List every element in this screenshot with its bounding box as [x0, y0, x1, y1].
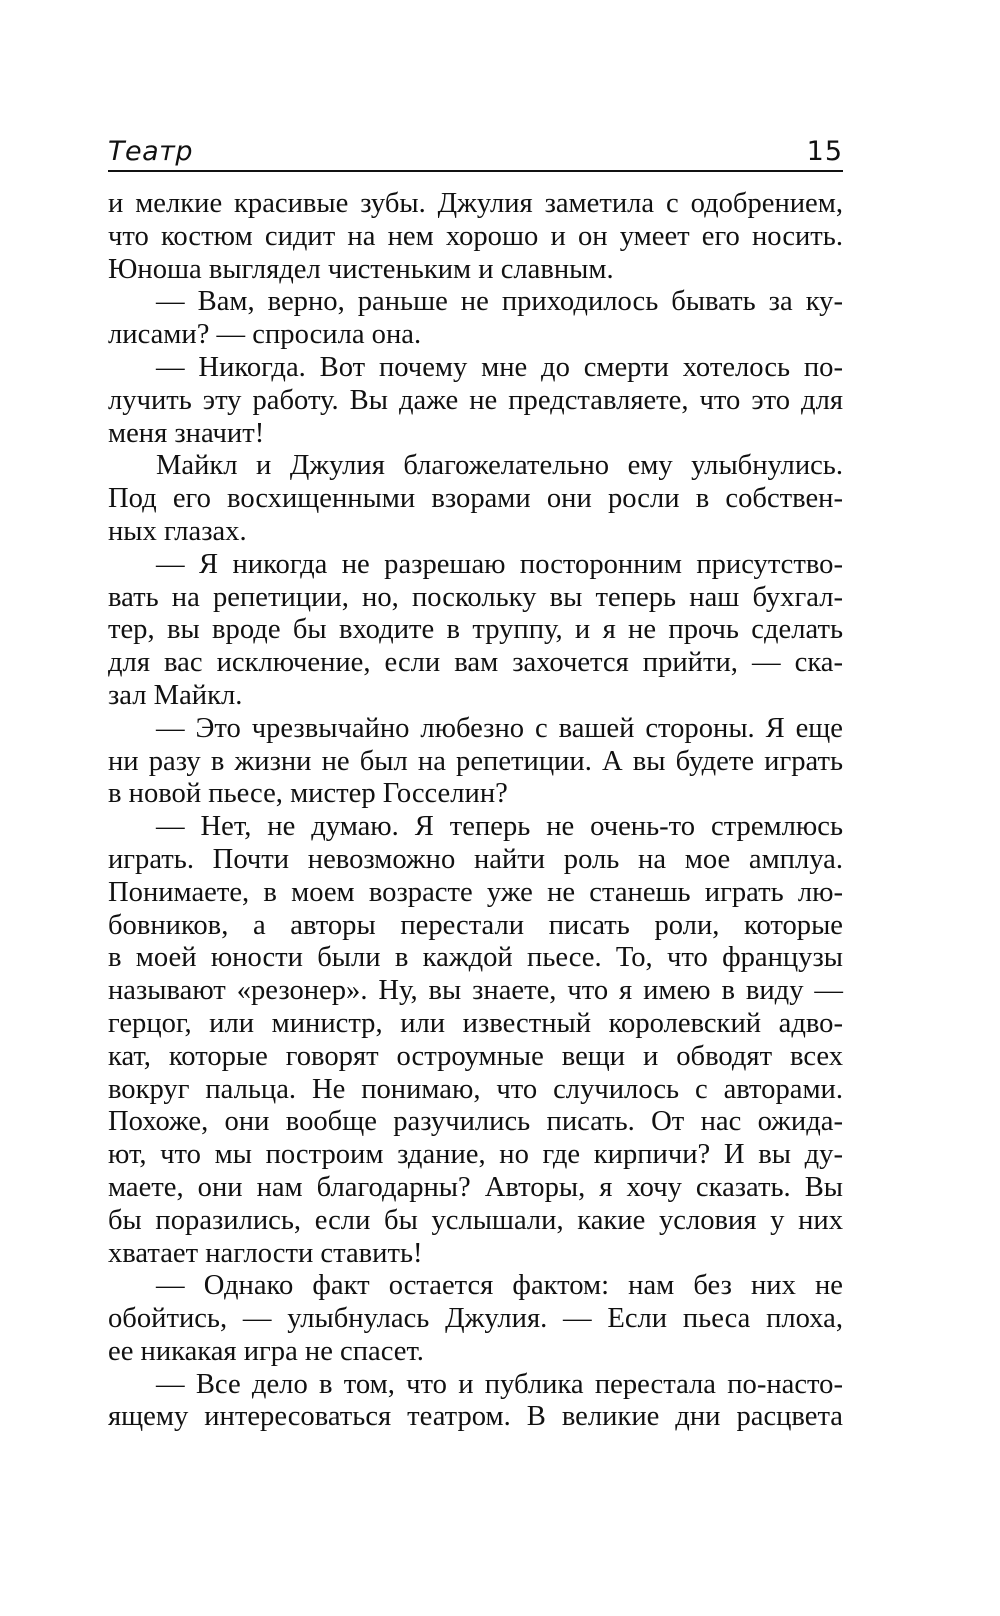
text-line: называют «резонер». Ну, вы знаете, что я имею в виду —	[108, 975, 843, 1007]
book-page	[108, 125, 843, 1434]
text-line: обойтись, — улыбнулась Джулия. — Если пьеса плоха,	[108, 1303, 843, 1335]
text-line: кат, которые говорят остроумные вещи и обводят всех	[108, 1040, 843, 1072]
text-line: ее никакая игра не спасет.	[108, 1335, 424, 1367]
text-line: Понимаете, в моем возрасте уже не станешь играть лю-	[108, 876, 843, 908]
text-line: лучить эту работу. Вы даже не представляете, что это для	[108, 384, 843, 416]
text-line: меня значит!	[108, 417, 265, 449]
text-line: Под его восхищенными взорами они росли в собствен-	[108, 483, 843, 515]
text-line: — Все дело в том, что и публика перестала по-насто-	[156, 1368, 843, 1400]
text-line: ящему интересоваться театром. В великие дни расцвета	[108, 1401, 843, 1433]
text-line: тер, вы вроде бы входите в труппу, и я не прочь сделать	[108, 614, 843, 646]
text-line: — Нет, не думаю. Я теперь не очень-то стремлюсь	[156, 811, 843, 843]
text-line: Майкл и Джулия благожелательно ему улыбнулись.	[156, 450, 843, 482]
body-text	[108, 188, 843, 1434]
running-title: Театр	[108, 136, 194, 167]
text-line: что костюм сидит на нем хорошо и он умеет его носить.	[108, 220, 843, 252]
text-line: маете, они нам благодарны? Авторы, я хочу сказать. Вы	[108, 1171, 843, 1203]
text-line: ни разу в жизни не был на репетиции. А вы будете играть	[108, 745, 843, 777]
text-line: ных глазах.	[108, 515, 247, 547]
text-line: герцог, или министр, или известный королевский адво-	[108, 1007, 843, 1039]
text-line: вать на репетиции, но, поскольку вы теперь наш бухгал-	[108, 581, 843, 613]
text-line: лисами? — спросила она.	[108, 319, 422, 351]
text-line: — Однако факт остается фактом: нам без них не	[156, 1270, 843, 1302]
text-line: бы поразились, если бы услышали, какие условия у них	[108, 1204, 843, 1236]
page-number: 15	[806, 136, 843, 167]
text-line: Похоже, они вообще разучились писать. От нас ожида-	[108, 1106, 843, 1138]
text-line: ют, что мы построим здание, но где кирпичи? И вы ду-	[108, 1139, 843, 1171]
text-line: Юноша выглядел чистеньким и славным.	[108, 253, 614, 285]
text-line: играть. Почти невозможно найти роль на мое амплуа.	[108, 843, 843, 875]
text-line: бовников, а авторы перестали писать роли, которые	[108, 909, 843, 941]
text-line: и мелкие красивые зубы. Джулия заметила с одобрением,	[108, 188, 843, 219]
text-line: в новой пьесе, мистер Госселин?	[108, 778, 508, 810]
text-line: зал Майкл.	[108, 679, 243, 711]
text-line: хватает наглости ставить!	[108, 1237, 423, 1269]
text-line: — Я никогда не разрешаю посторонним присутство-	[156, 548, 843, 580]
text-line: в моей юности были в каждой пьесе. То, что французы	[108, 942, 843, 974]
text-line: для вас исключение, если вам захочется прийти, — ска-	[108, 647, 843, 679]
text-line: — Вам, верно, раньше не приходилось бывать за ку-	[156, 286, 843, 318]
running-header	[108, 125, 843, 172]
text-line: вокруг пальца. Не понимаю, что случилось с авторами.	[108, 1073, 843, 1105]
text-line: — Это чрезвычайно любезно с вашей стороны. Я еще	[156, 712, 843, 744]
text-line: — Никогда. Вот почему мне до смерти хотелось по-	[156, 351, 843, 383]
